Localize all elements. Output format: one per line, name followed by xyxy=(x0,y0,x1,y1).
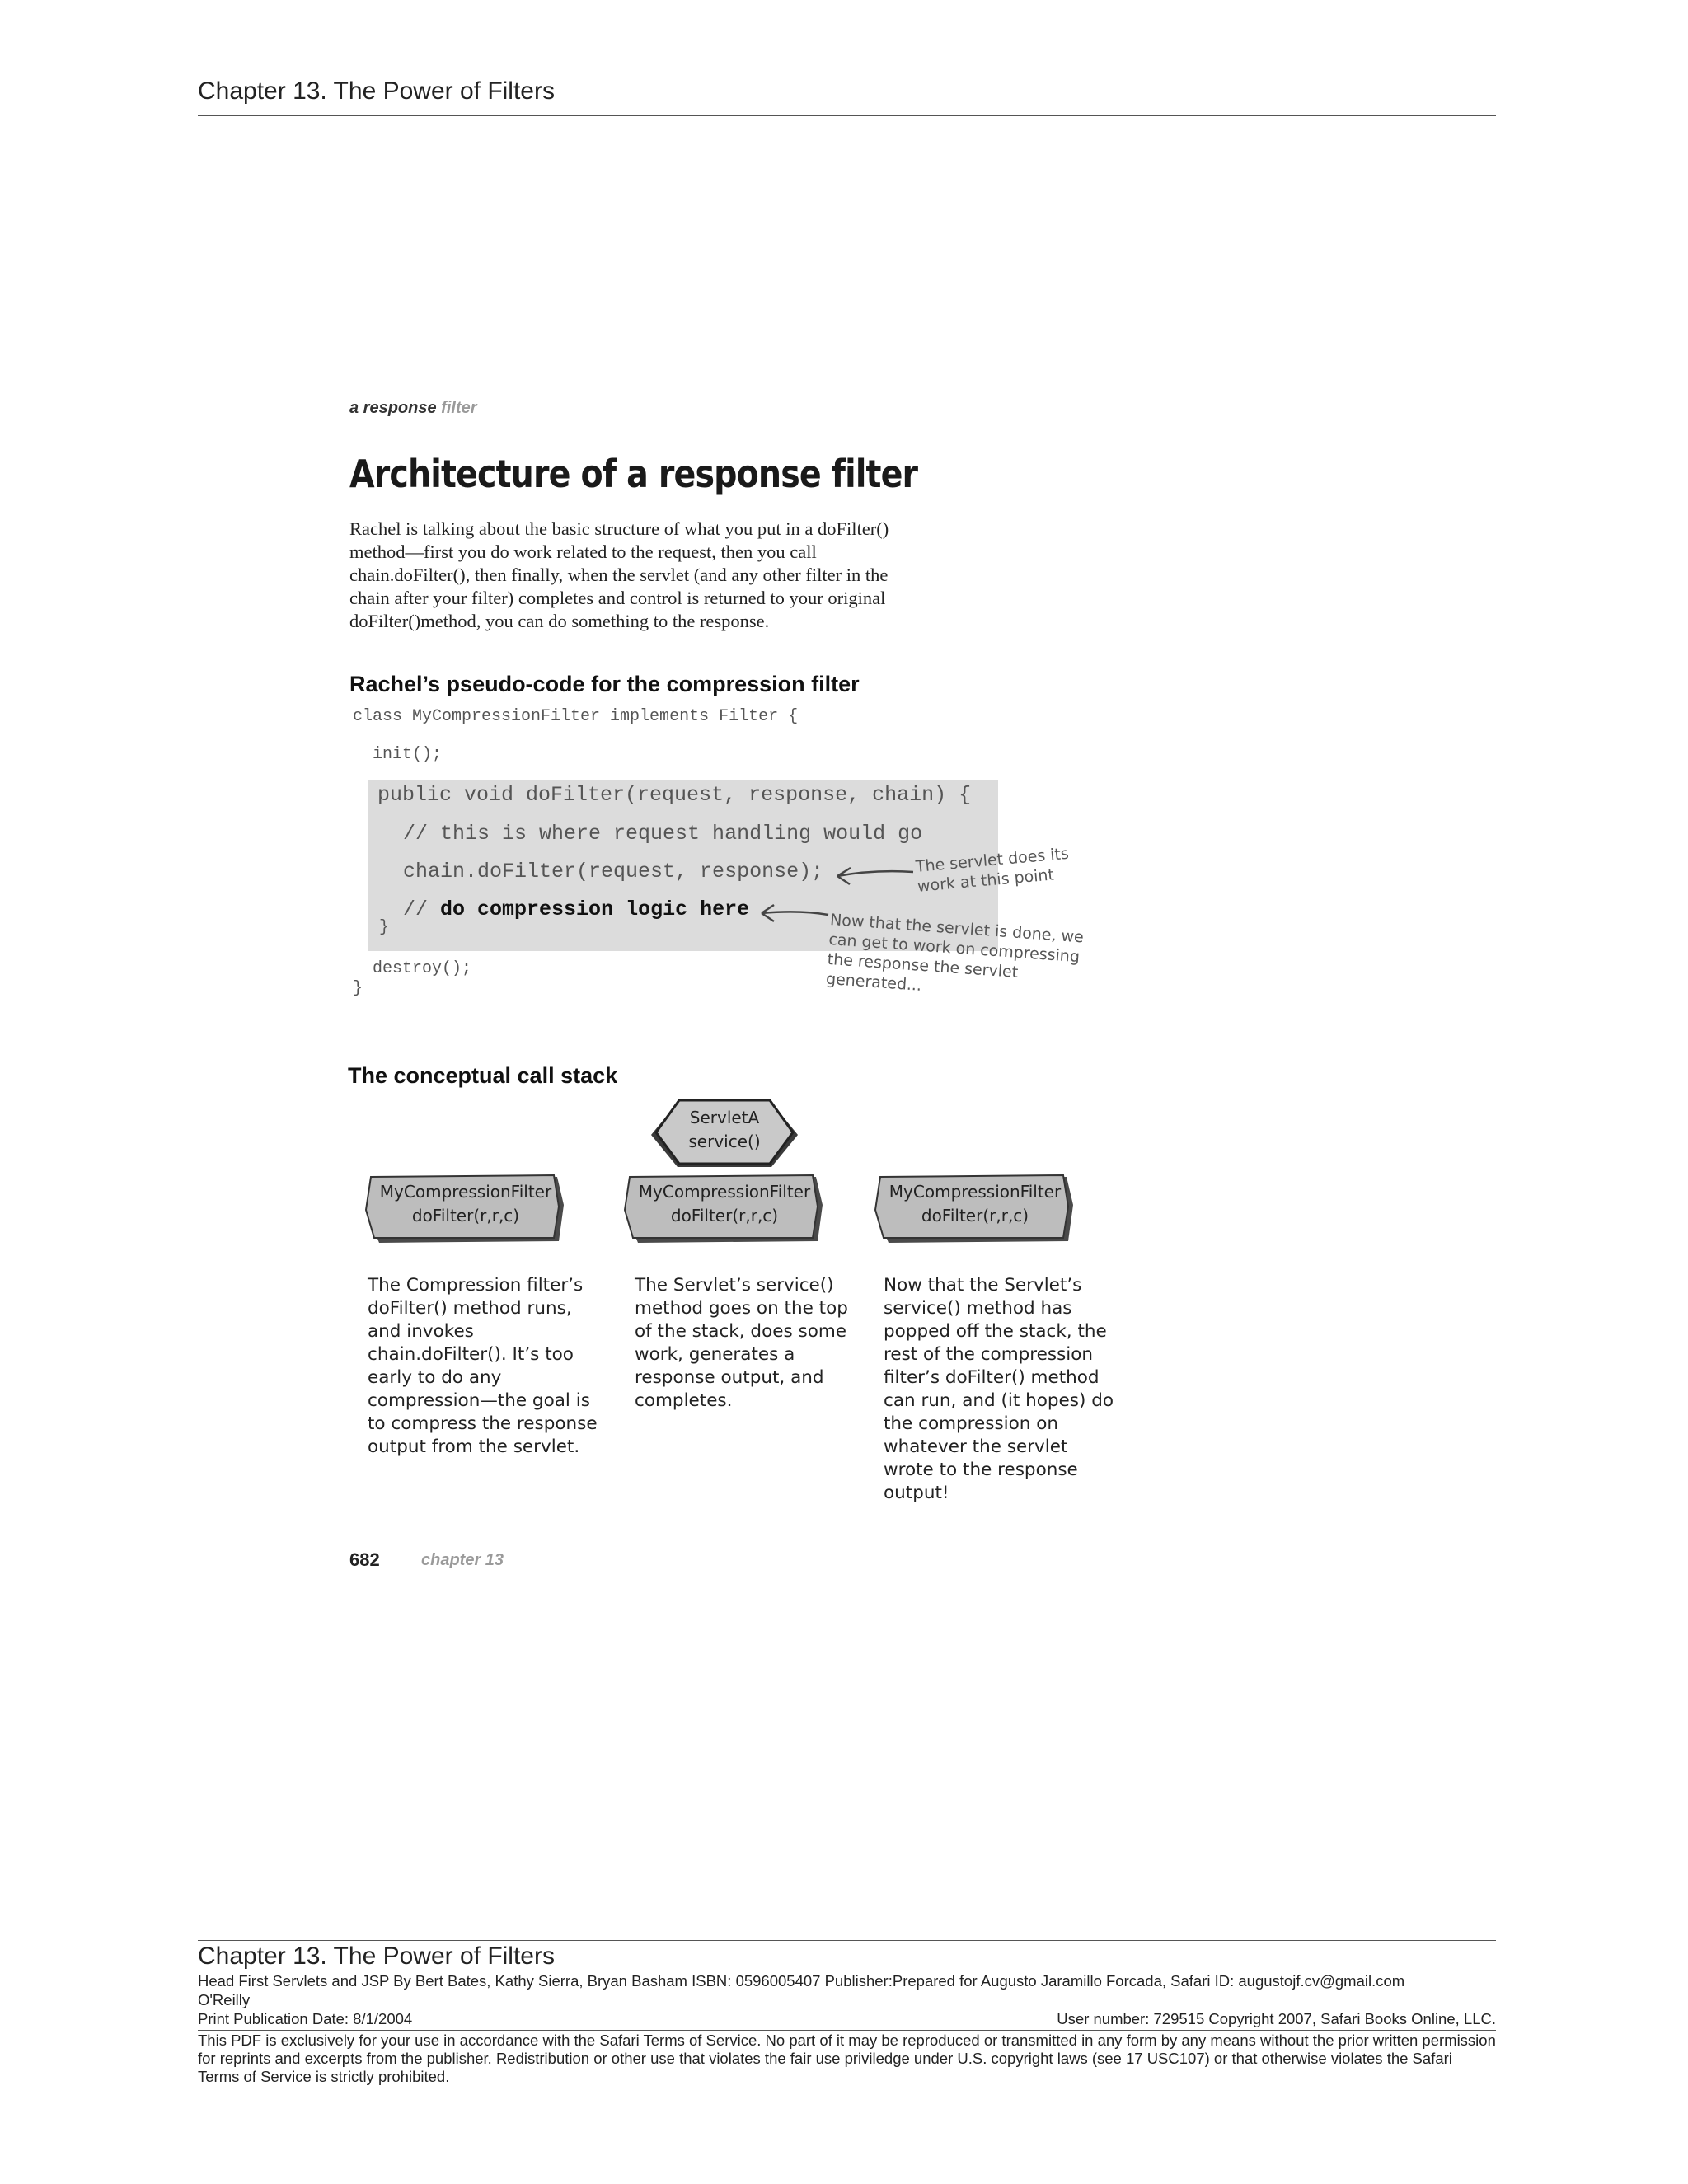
footer-rule-bottom xyxy=(198,2030,1496,2031)
footer-publisher: O'Reilly xyxy=(198,1991,251,2008)
page-chapter-label: chapter 13 xyxy=(421,1551,504,1569)
filter-frame-3 xyxy=(872,1172,1078,1246)
footer-book-line: Head First Servlets and JSP By Bert Bates, Kathy Sierra, Bryan Basham ISBN: 0596005407 Publisher:Prepared for Augusto Jaramillo Forcada, Safari ID: augustojf.cv@gmail.com xyxy=(198,1972,1405,1990)
servlet-frame-line1: ServletA xyxy=(689,1108,760,1127)
compression-comment-text: do compression logic here xyxy=(440,898,750,921)
running-head-gray: filter xyxy=(441,399,477,417)
intro-text: Rachel is talking about the basic structure of what you put in a doFilter() method—first you do work related to the request, then you call chain.doFilter(), then finally, when the servlet (and any other filter in the chain after your filter) completes and control is returned to your original doFilter()method, you can do something to the response. xyxy=(349,518,889,631)
call-stack-description-1: The Compression filter’s doFilter() method runs, and invokes chain.doFilter(). It’s too early to do any compression—the goal is to compress the response output from the servlet. xyxy=(368,1275,598,1457)
note-compress: Now that the servlet is done, we can get to work on compressing the response the servlet generated... xyxy=(825,910,1085,995)
code-close-outer: } xyxy=(353,979,363,998)
filter-frame-2-line1: MyCompressionFilter xyxy=(638,1182,811,1202)
code-signature-line: public void doFilter(request, response, chain) { xyxy=(377,783,972,807)
servlet-frame-line2: service() xyxy=(688,1132,761,1151)
code-class-line: class MyCompressionFilter implements Filter { xyxy=(353,707,799,726)
section-title: Architecture of a response filter xyxy=(349,452,918,496)
code-chain-line: chain.doFilter(request, response); xyxy=(403,860,824,883)
pseudo-code-heading: Rachel’s pseudo-code for the compression filter xyxy=(349,672,860,696)
call-stack-description-3: Now that the Servlet’s service() method has popped off the stack, the rest of the compression filter’s doFilter() method can run, and (it hopes) do the compression on whatever the servlet wrote to the response output! xyxy=(884,1275,1114,1503)
code-request-comment: // this is where request handling would go xyxy=(403,822,923,846)
footer-rule-top xyxy=(198,1940,1496,1941)
filter-frame-2-line2: doFilter(r,r,c) xyxy=(670,1206,779,1226)
comment-prefix: // xyxy=(403,898,429,921)
footer-pub-date: Print Publication Date: 8/1/2004 xyxy=(198,2010,413,2027)
servlet-stack-frame xyxy=(646,1098,803,1172)
running-head-bold: a response xyxy=(349,399,437,417)
call-stack-description-2: The Servlet’s service() method goes on the top of the stack, does some work, generates a response output, and completes. xyxy=(635,1275,848,1411)
code-init-line: init(); xyxy=(373,745,443,764)
code-close-inner: } xyxy=(379,918,390,937)
filter-frame-1-line1: MyCompressionFilter xyxy=(379,1182,552,1202)
filter-frame-1-line2: doFilter(r,r,c) xyxy=(411,1206,520,1226)
arrow-compress xyxy=(762,912,828,915)
page-number: 682 xyxy=(349,1549,380,1570)
code-destroy-line: destroy(); xyxy=(373,959,472,978)
filter-frame-3-line1: MyCompressionFilter xyxy=(889,1182,1062,1202)
filter-frame-2 xyxy=(621,1172,828,1246)
footer-user-line: User number: 729515 Copyright 2007, Safari Books Online, LLC. xyxy=(1057,2010,1496,2027)
arrow-servlet-work xyxy=(837,871,913,876)
filter-frame-3-line2: doFilter(r,r,c) xyxy=(921,1206,1029,1226)
footer-title: Chapter 13. The Power of Filters xyxy=(198,1943,555,1970)
header-title: Chapter 13. The Power of Filters xyxy=(198,77,555,105)
call-stack-heading: The conceptual call stack xyxy=(348,1063,618,1088)
note-servlet-work: The servlet does its work at this point xyxy=(915,844,1070,896)
filter-frame-1 xyxy=(363,1172,569,1246)
footer-terms: This PDF is exclusively for your use in accordance with the Safari Terms of Service. No part of it may be reproduced or transmitted in any form by any means without the prior written permission for reprints and excerpts from the publisher. Redistribution or other use that violates the fair use priviledge under U.S. copyright laws (see 17 USC107) or that otherwise violates the Safari Terms of Service is strictly prohibited. xyxy=(198,2032,1496,2085)
